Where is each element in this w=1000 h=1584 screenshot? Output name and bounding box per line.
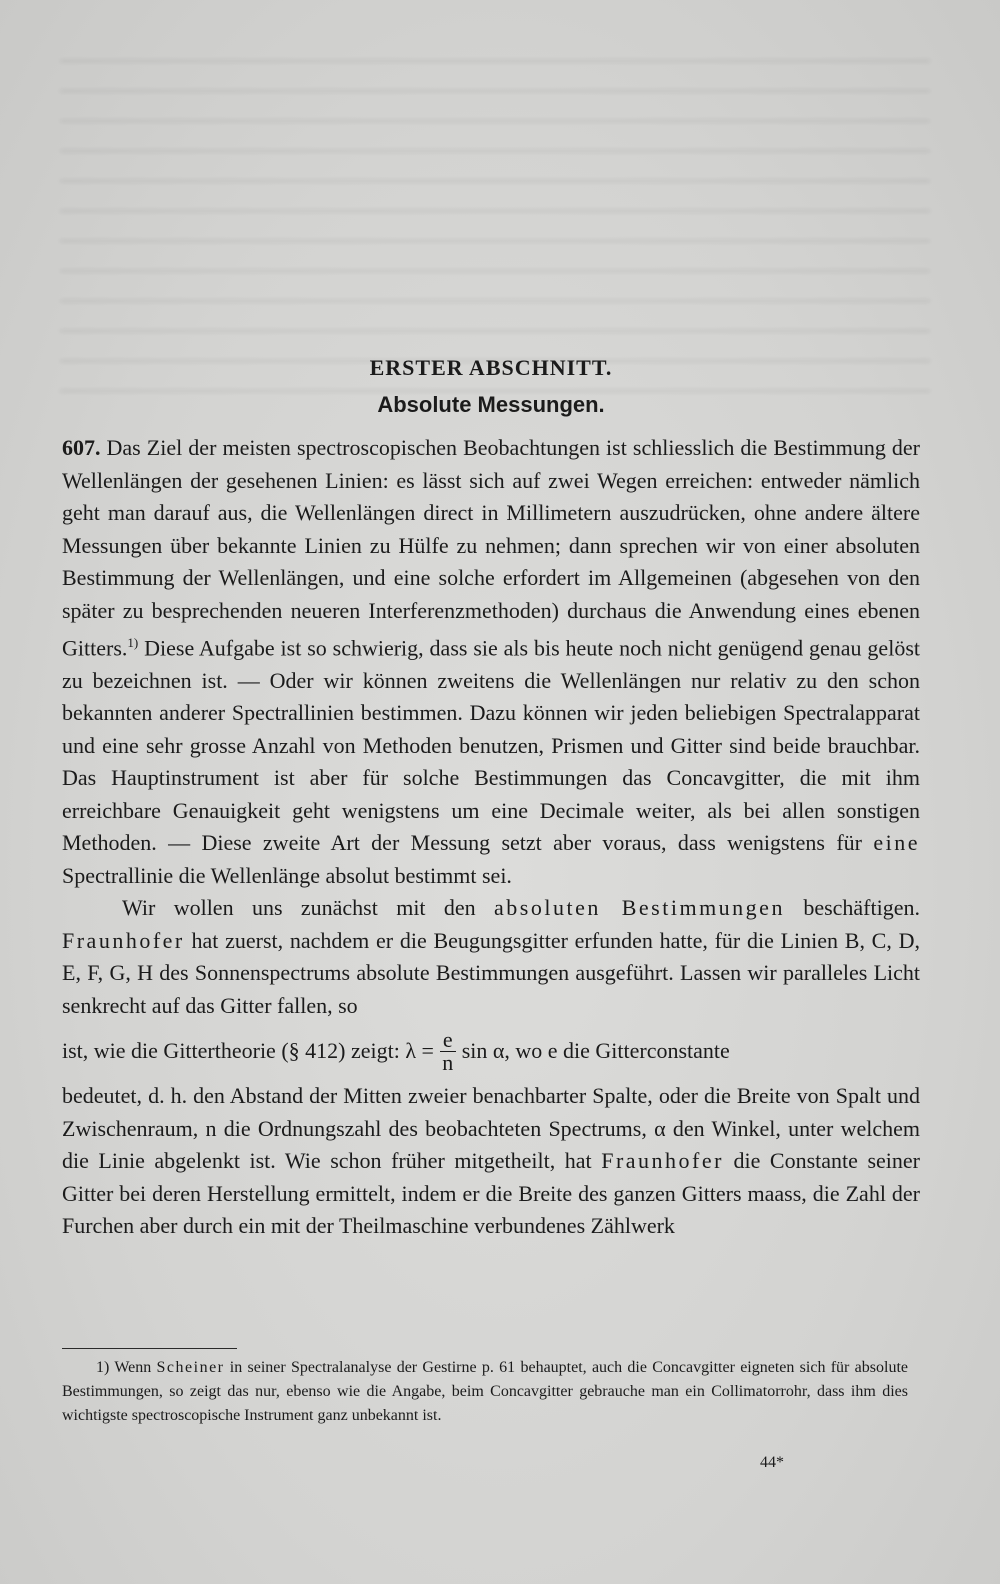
section-heading: ERSTER ABSCHNITT. <box>369 355 613 380</box>
paragraph-607 <box>62 432 920 892</box>
footnote-text: in seiner Spectralanalyse der Gestirne p. 61 behauptet, auch die Concavgitter eigneten sich für absolute Bestimmungen, so zeigt das nur, ebenso wie die Angabe, beim Concavgitter gebrauche man ein Collimatorrohr, dass ihm dies wichtigste spectroscopische Instrument ganz unbekannt ist. <box>62 1359 908 1424</box>
emphasis-eine: eine <box>873 830 920 856</box>
text-run: beschäftigen. <box>784 895 920 921</box>
paragraph-text-end: Spectrallinie die Wellenlänge absolut bestimmt sei. <box>62 862 512 888</box>
formula-suffix: sin α, wo e die Gitterconstante <box>461 1038 730 1064</box>
fraction-numerator: e <box>440 1029 456 1052</box>
footnote-rule <box>62 1348 237 1349</box>
footnote-reference: 1) <box>127 635 139 650</box>
paragraph-absolute <box>62 892 920 1022</box>
footnote <box>62 1356 908 1428</box>
fraction <box>440 1026 456 1075</box>
emphasis-fraunhofer: Fraunhofer <box>62 927 185 953</box>
formula-prefix: ist, wie die Gittertheorie (§ 412) zeigt: λ = <box>62 1038 434 1064</box>
footnote-name: Scheiner <box>156 1359 225 1376</box>
emphasis-absolute-bestimmungen: absoluten Bestimmungen <box>494 895 785 921</box>
paragraph-number: 607. <box>62 435 101 460</box>
paragraph-text-continued: Diese Aufgabe ist so schwierig, dass sie als bis heute noch nicht genügend genau gelöst zu bezeichnen ist. — Oder wir können zweitens die Wellenlängen nur relativ zu den schon bekannten anderer Spectrallinien bestimmen. Dazu können wir jeden beliebigen Spectralapparat und eine sehr grosse Anzahl von Methoden benutzen, Prismen und Gitter sind beide brauchbar. Das Hauptinstrument ist aber für solche Bestimmungen das Concavgitter, die mit ihm erreichbare Genauigkeit geht wenigstens um eine Decimale weiter, als bei allen sonstigen Methoden. — Diese zweite Art der Messung setzt aber voraus, dass wenigstens für <box>62 635 920 856</box>
body-text <box>62 350 920 1243</box>
text-run: hat zuerst, nachdem er die Beugungsgitter erfunden hatte, für die Linien B, C, D, E, F, G, H des Sonnenspectrums absolute Bestimmungen ausgeführt. Lassen wir paralleles Licht senkrecht auf das Gitter fallen, so <box>62 927 920 1018</box>
emphasis-fraunhofer-2: Fraunhofer <box>601 1148 724 1174</box>
footnote-mark: 1) Wenn <box>96 1359 157 1376</box>
section-title: Absolute Messungen. <box>377 392 605 417</box>
text-run: die Constante seiner Gitter bei deren Herstellung ermittelt, indem er die Breite des ganzen Gitters maass, die Zahl der Furchen aber durch ein mit der Theilmaschine verbundenes Zählwerk <box>62 1148 921 1239</box>
text-run: bedeutet, d. h. den Abstand der Mitten zweier benachbarter Spalte, oder die Breite von Spalt und Zwischenraum, n die Ordnungszahl des beobachteten Spectrums, α den Winkel, unter welchem die Linie abgelenkt ist. Wie schon früher mitgetheilt, hat <box>62 1083 920 1174</box>
text-run: Wir wollen uns zunächst mit den <box>122 895 495 921</box>
paragraph-text: Das Ziel der meisten spectroscopischen Beobachtungen ist schliesslich die Bestimmung der Wellenlängen der gesehenen Linien: es lässt sich auf zwei Wegen erreichen: entweder nämlich geht man darauf aus, die Wellenlängen direct in Millimetern auszudrücken, ohne andere ältere Messungen über bekannte Linien zu Hülfe zu nehmen; dann sprechen wir von einer absoluten Bestimmung der Wellenlängen, und eine solche erfordert im Allgemeinen (abgesehen von den später zu besprechenden neueren Interferenzmethoden) durchaus die Anwendung eines ebenen Gitters. <box>62 435 920 661</box>
signature-mark: 44* <box>760 1454 784 1471</box>
paragraph-continued <box>62 1080 920 1243</box>
formula-line <box>62 1022 920 1080</box>
fraction-denominator: n <box>442 1049 454 1075</box>
